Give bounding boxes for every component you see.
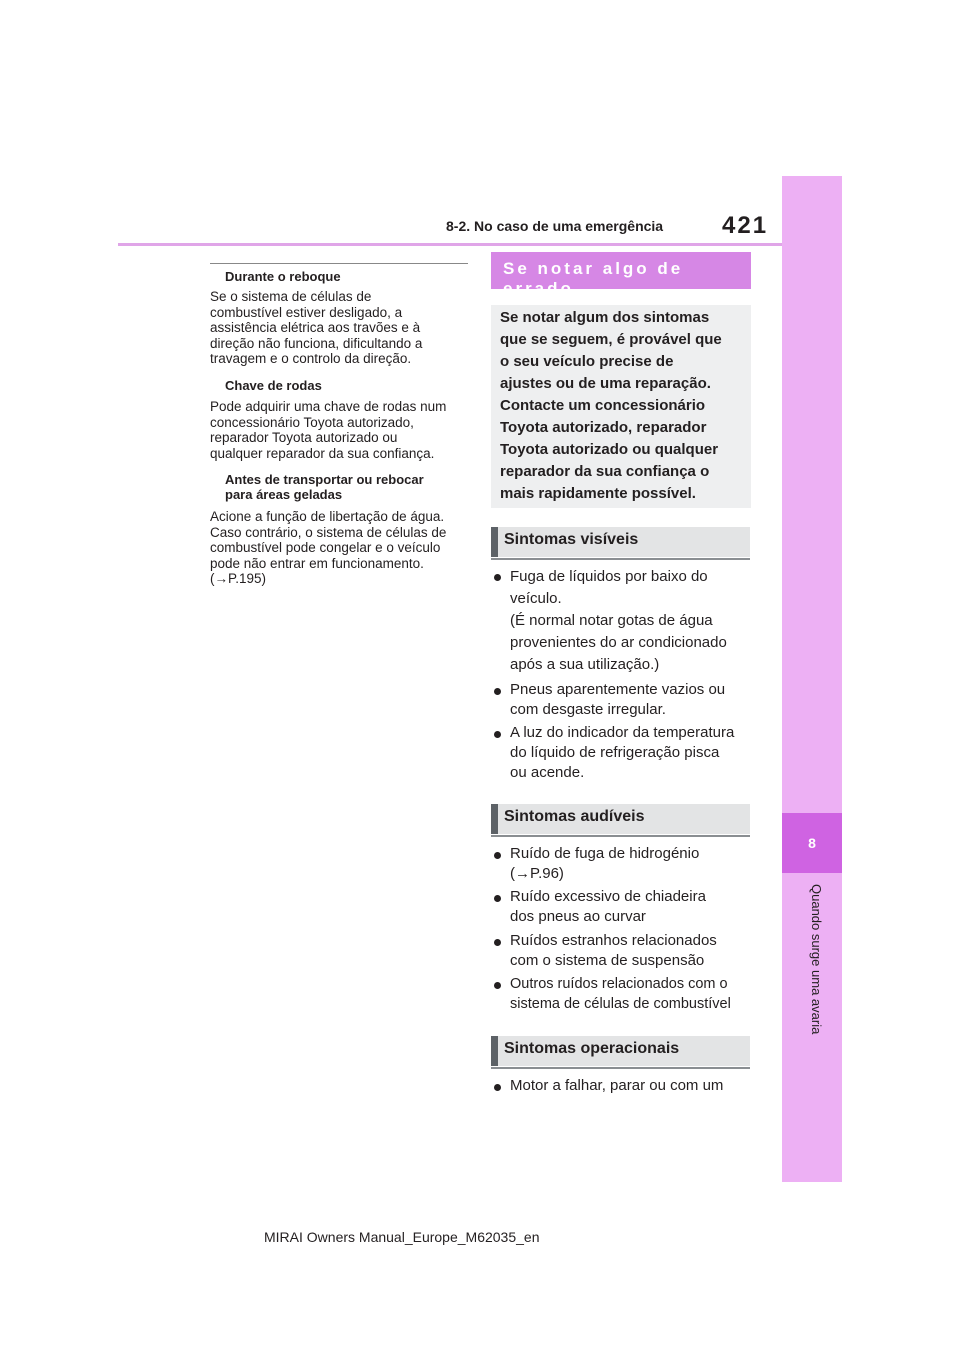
- list-item: [510, 1076, 750, 1096]
- text-line: Se o sistema de células de: [210, 289, 372, 304]
- intro-text: [500, 307, 744, 505]
- left-column-rule: [210, 263, 468, 264]
- bullet-icon: [494, 939, 501, 946]
- text-line: Acione a função de libertação de água.: [210, 509, 445, 524]
- section-title-operational: Sintomas operacionais: [504, 1040, 680, 1057]
- bullet-icon: [494, 688, 501, 695]
- text-line: combustível estiver desligado, a: [210, 304, 403, 320]
- paragraph-frozen-areas: [210, 509, 472, 587]
- text-line: Motor a falhar, parar ou com um: [510, 1077, 724, 1094]
- text-line: combustível pode congelar e o veículo: [210, 540, 441, 555]
- list-item: [510, 844, 750, 884]
- chapter-title: Quando surge uma avaria: [809, 884, 824, 1035]
- bullet-icon: [494, 731, 501, 738]
- text-line: com desgaste irregular.: [510, 701, 666, 718]
- section-title-visible: Sintomas visíveis: [504, 531, 639, 548]
- subheading-frozen-areas: [225, 472, 424, 502]
- bullet-icon: [494, 1084, 501, 1091]
- section-title: 8-2. No caso de uma emergência: [446, 218, 664, 234]
- text-line: Pneus aparentemente vazios ou: [510, 681, 726, 698]
- text-line: Caso contrário, o sistema de células de: [210, 524, 447, 540]
- text-line: após a sua utilização.): [510, 656, 660, 673]
- list-item: [510, 974, 750, 1014]
- text-line: Fuga de líquidos por baixo do: [510, 568, 708, 585]
- text-line: Se notar algum dos sintomas: [500, 309, 710, 326]
- text-line: ajustes ou de uma reparação.: [500, 375, 711, 392]
- list-item: [510, 887, 750, 927]
- subheading-wheel-wrench: Chave de rodas: [225, 378, 322, 393]
- page-reference[interactable]: (→P.195): [210, 571, 267, 586]
- text-line: travagem e o controlo da direção.: [210, 351, 412, 366]
- bullet-icon: [494, 895, 501, 902]
- text-line: com o sistema de suspensão: [510, 952, 705, 969]
- text-line: Ruído excessivo de chiadeira: [510, 888, 706, 905]
- text-line: provenientes do ar condicionado: [510, 634, 727, 651]
- text-line: Toyota autorizado, reparador: [500, 419, 707, 436]
- text-line: Ruído de fuga de hidrogénio: [510, 845, 700, 862]
- text-line: dos pneus ao curvar: [510, 908, 646, 925]
- section-title-audible: Sintomas audíveis: [504, 808, 645, 825]
- list-item: [510, 723, 750, 783]
- text-line: A luz do indicador da temperatura: [510, 724, 735, 741]
- paragraph-wheel-wrench: [210, 399, 472, 461]
- text-line: assistência elétrica aos travões e à: [210, 320, 421, 335]
- text-line: para áreas geladas: [225, 487, 343, 502]
- text-line: direção não funciona, dificultando a: [210, 335, 423, 351]
- text-line: ou acende.: [510, 764, 585, 781]
- text-line: qualquer reparador da sua confiança.: [210, 445, 435, 461]
- text-line: reparador Toyota autorizado ou: [210, 430, 398, 445]
- text-line: sistema de células de combustível: [510, 996, 731, 1012]
- list-item: [510, 680, 750, 720]
- text-line: que se seguem, é provável que: [500, 331, 722, 348]
- text-line: reparador da sua confiança o: [500, 463, 710, 480]
- text-line: mais rapidamente possível.: [500, 485, 696, 502]
- text-line: do líquido de refrigeração pisca: [510, 744, 720, 761]
- text-line: pode não entrar em funcionamento.: [210, 555, 424, 571]
- banner-title: Se notar algo de errado: [503, 259, 684, 298]
- text-line: Pode adquirir uma chave de rodas num: [210, 399, 447, 414]
- bullet-icon: [494, 982, 501, 989]
- text-line: Antes de transportar ou rebocar: [225, 472, 424, 487]
- list-item: [510, 931, 750, 971]
- chapter-number: 8: [808, 835, 816, 851]
- list-item: [510, 566, 750, 676]
- text-line: veículo.: [510, 590, 562, 607]
- section-header-audible: [491, 804, 750, 834]
- text-line: Ruídos estranhos relacionados: [510, 932, 717, 949]
- text-line: Toyota autorizado ou qualquer: [500, 441, 719, 458]
- warning-banner: [491, 252, 751, 298]
- page-reference[interactable]: (→P.96): [510, 865, 564, 882]
- text-line: Outros ruídos relacionados com o: [510, 976, 728, 992]
- bullet-icon: [494, 574, 501, 581]
- text-line: o seu veículo precise de: [500, 353, 674, 370]
- section-header-visible: [491, 527, 750, 557]
- subheading-towing: Durante o reboque: [225, 269, 341, 284]
- footer-manual-id: MIRAI Owners Manual_Europe_M62035_en: [264, 1229, 540, 1245]
- page-number: 421: [722, 212, 769, 239]
- text-line: Contacte um concessionário: [500, 397, 706, 414]
- paragraph-towing: [210, 289, 472, 367]
- bullet-icon: [494, 852, 501, 859]
- intro-box: [491, 305, 751, 508]
- text-line: concessionário Toyota autorizado,: [210, 414, 414, 430]
- text-line: (É normal notar gotas de água: [510, 612, 713, 629]
- header-rule: [118, 243, 782, 246]
- section-header-operational: [491, 1036, 750, 1066]
